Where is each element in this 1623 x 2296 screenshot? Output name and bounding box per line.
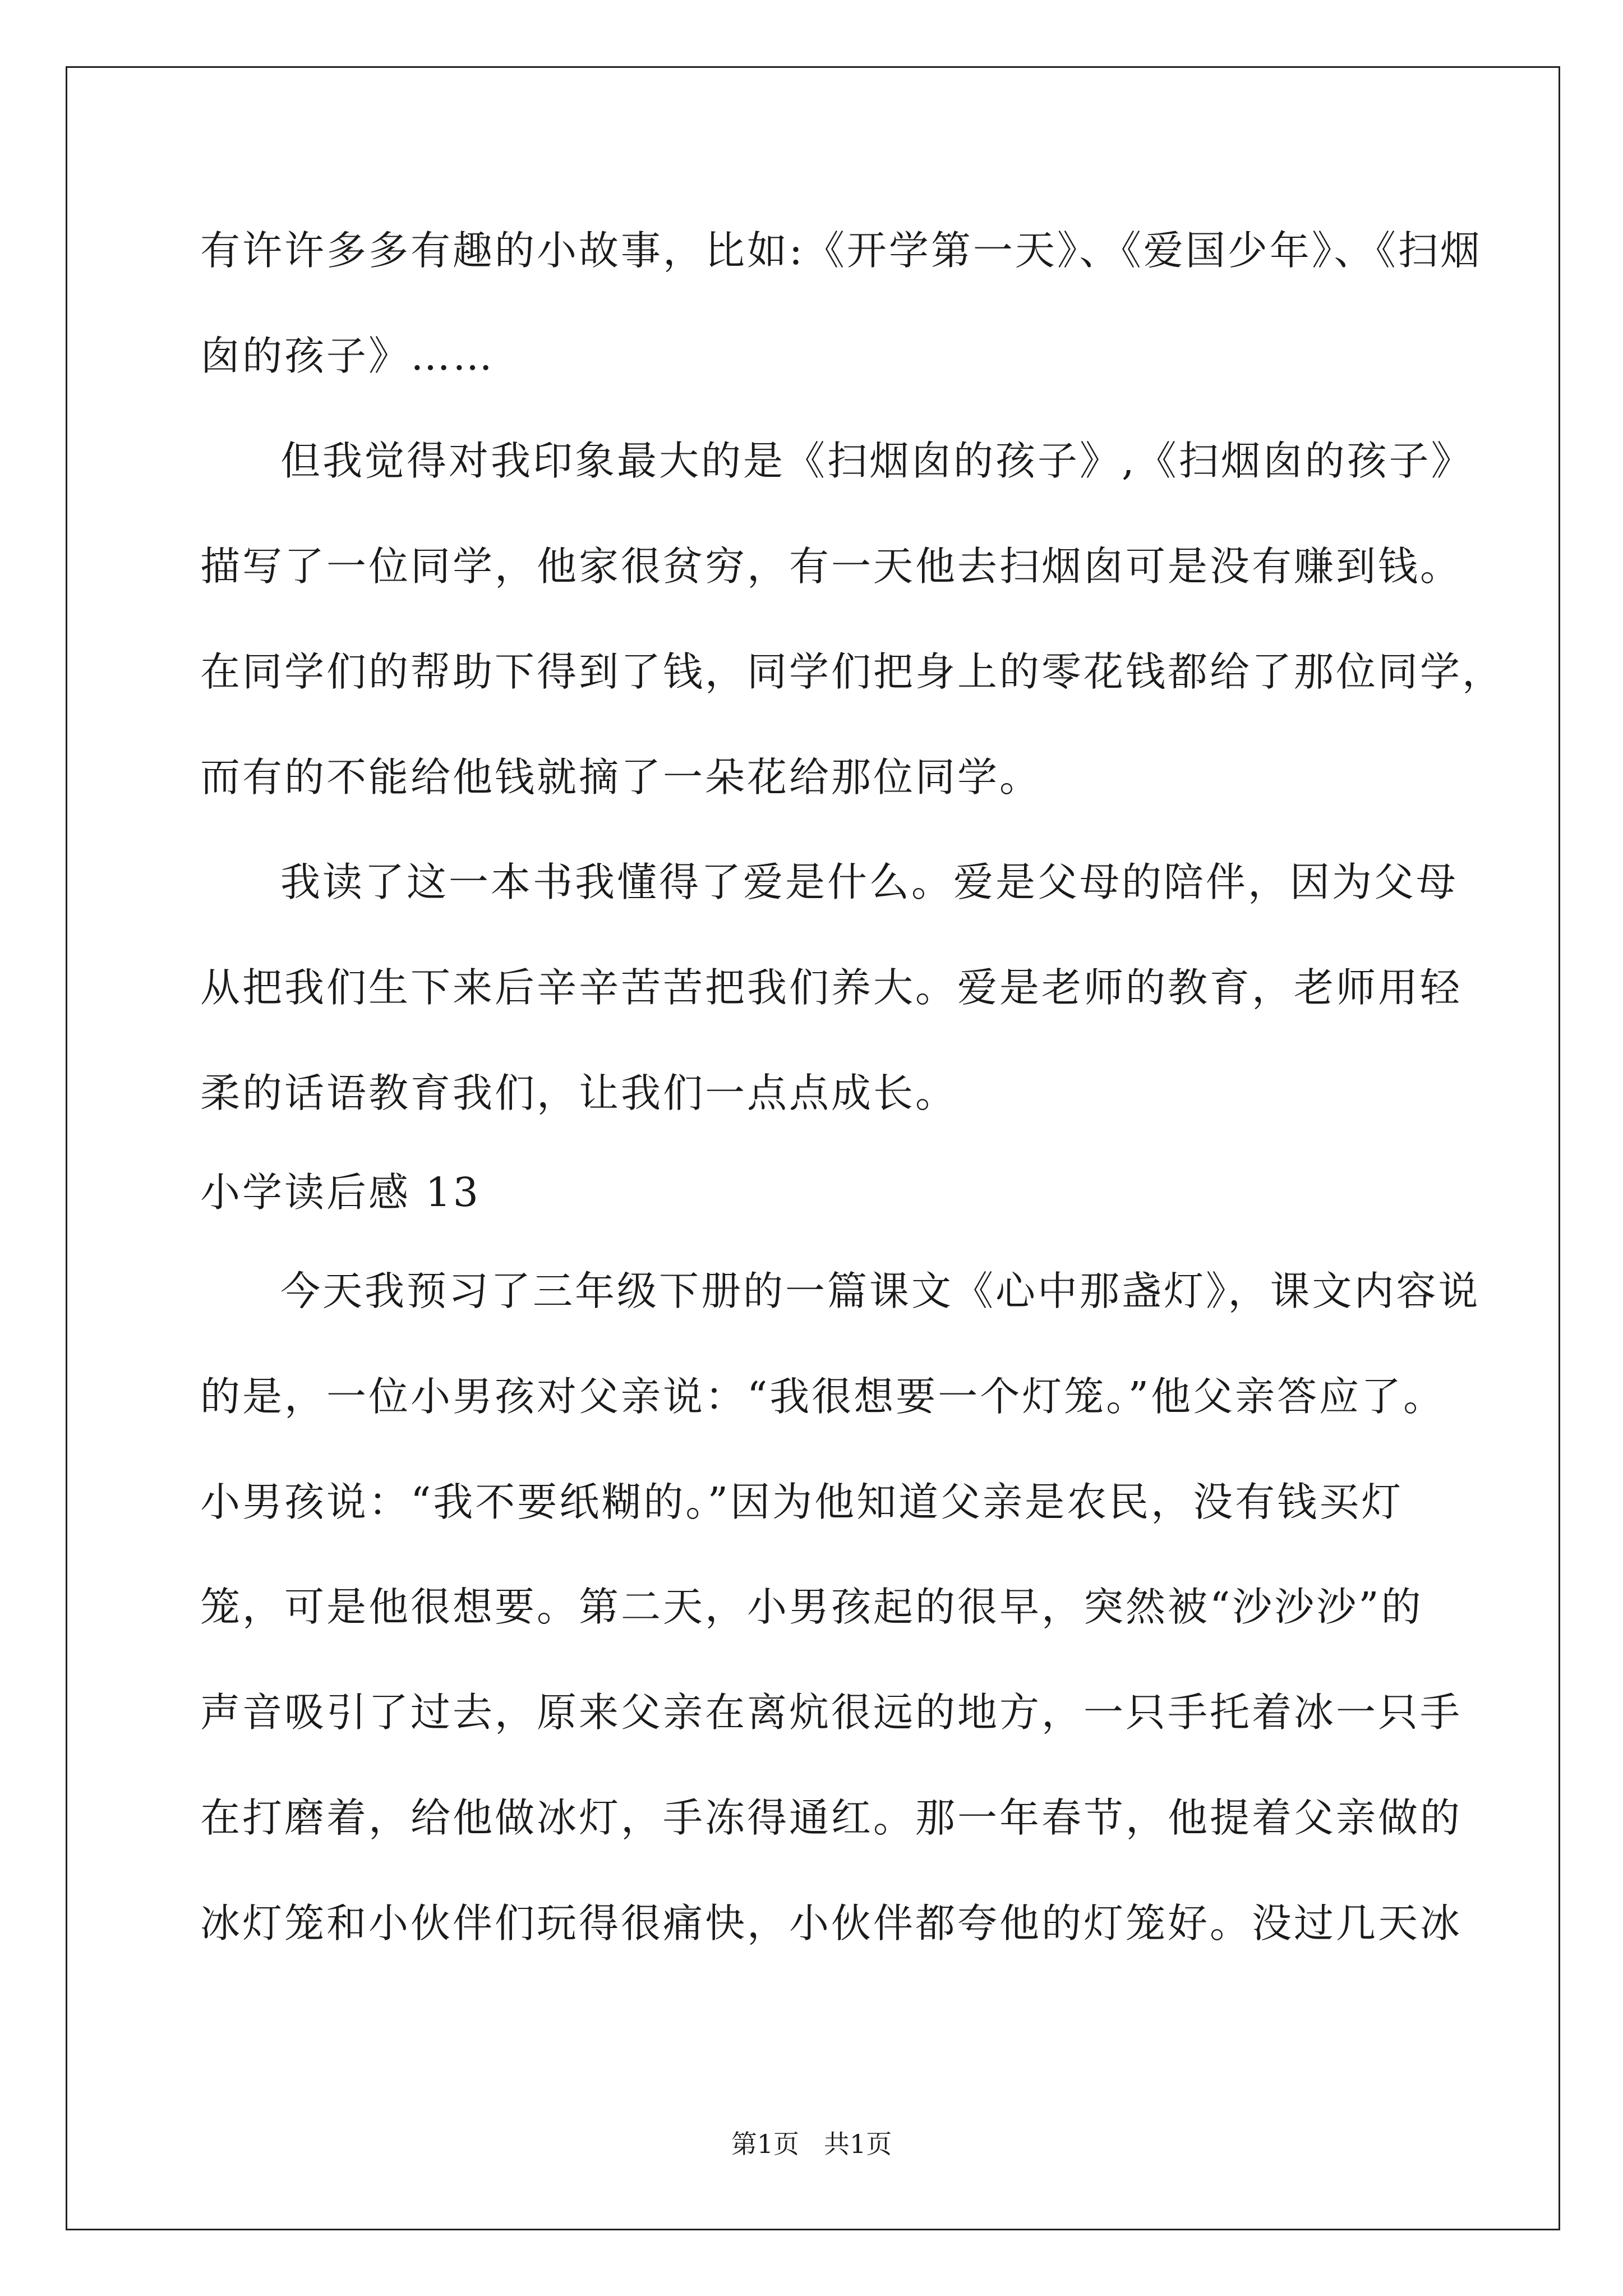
text-line: 柔的话语教育我们，让我们一点点成长。 — [200, 1070, 958, 1116]
paragraph-start-line: 但我觉得对我印象最大的是《扫烟囱的孩子》,《扫烟囱的孩子》 — [280, 438, 1473, 484]
section-heading: 小学读后感 13 — [200, 1169, 481, 1216]
text-line: 囱的孩子》…… — [200, 333, 495, 379]
text-line: 小男孩说：“我不要纸糊的。”因为他知道父亲是农民，没有钱买灯 — [200, 1479, 1404, 1525]
text-line: 的是，一位小男孩对父亲说：“我很想要一个灯笼。”他父亲答应了。 — [200, 1373, 1446, 1420]
text-line: 在打磨着，给他做冰灯，手冻得通红。那一年春节，他提着父亲做的 — [200, 1795, 1463, 1841]
paragraph-start-line: 今天我预习了三年级下册的一篇课文《心中那盏灯》，课文内容说 — [280, 1268, 1481, 1314]
text-line: 从把我们生下来后辛辛苦苦把我们养大。爱是老师的教育，老师用轻 — [200, 964, 1463, 1011]
paragraph-start-line: 我读了这一本书我懂得了爱是什么。爱是父母的陪伴，因为父母 — [280, 859, 1459, 905]
text-line: 描写了一位同学，他家很贫穷，有一天他去扫烟囱可是没有赚到钱。 — [200, 543, 1463, 590]
page-number-total: 共1页 — [824, 2129, 892, 2159]
text-line: 有许许多多有趣的小故事，比如:《开学第一天》、《爱国少年》、《扫烟 — [200, 227, 1482, 274]
page-number-current: 第1页 — [731, 2129, 799, 2159]
text-line: 冰灯笼和小伙伴们玩得很痛快，小伙伴都夸他的灯笼好。没过几天冰 — [200, 1900, 1463, 1947]
text-line: 声音吸引了过去，原来父亲在离炕很远的地方，一只手托着冰一只手 — [200, 1689, 1463, 1736]
text-line: 而有的不能给他钱就摘了一朵花给那位同学。 — [200, 754, 1042, 800]
text-line: 在同学们的帮助下得到了钱，同学们把身上的零花钱都给了那位同学， — [200, 648, 1505, 695]
text-line: 笼，可是他很想要。第二天，小男孩起的很早，突然被“沙沙沙”的 — [200, 1584, 1423, 1630]
page-footer — [0, 2127, 1623, 2161]
